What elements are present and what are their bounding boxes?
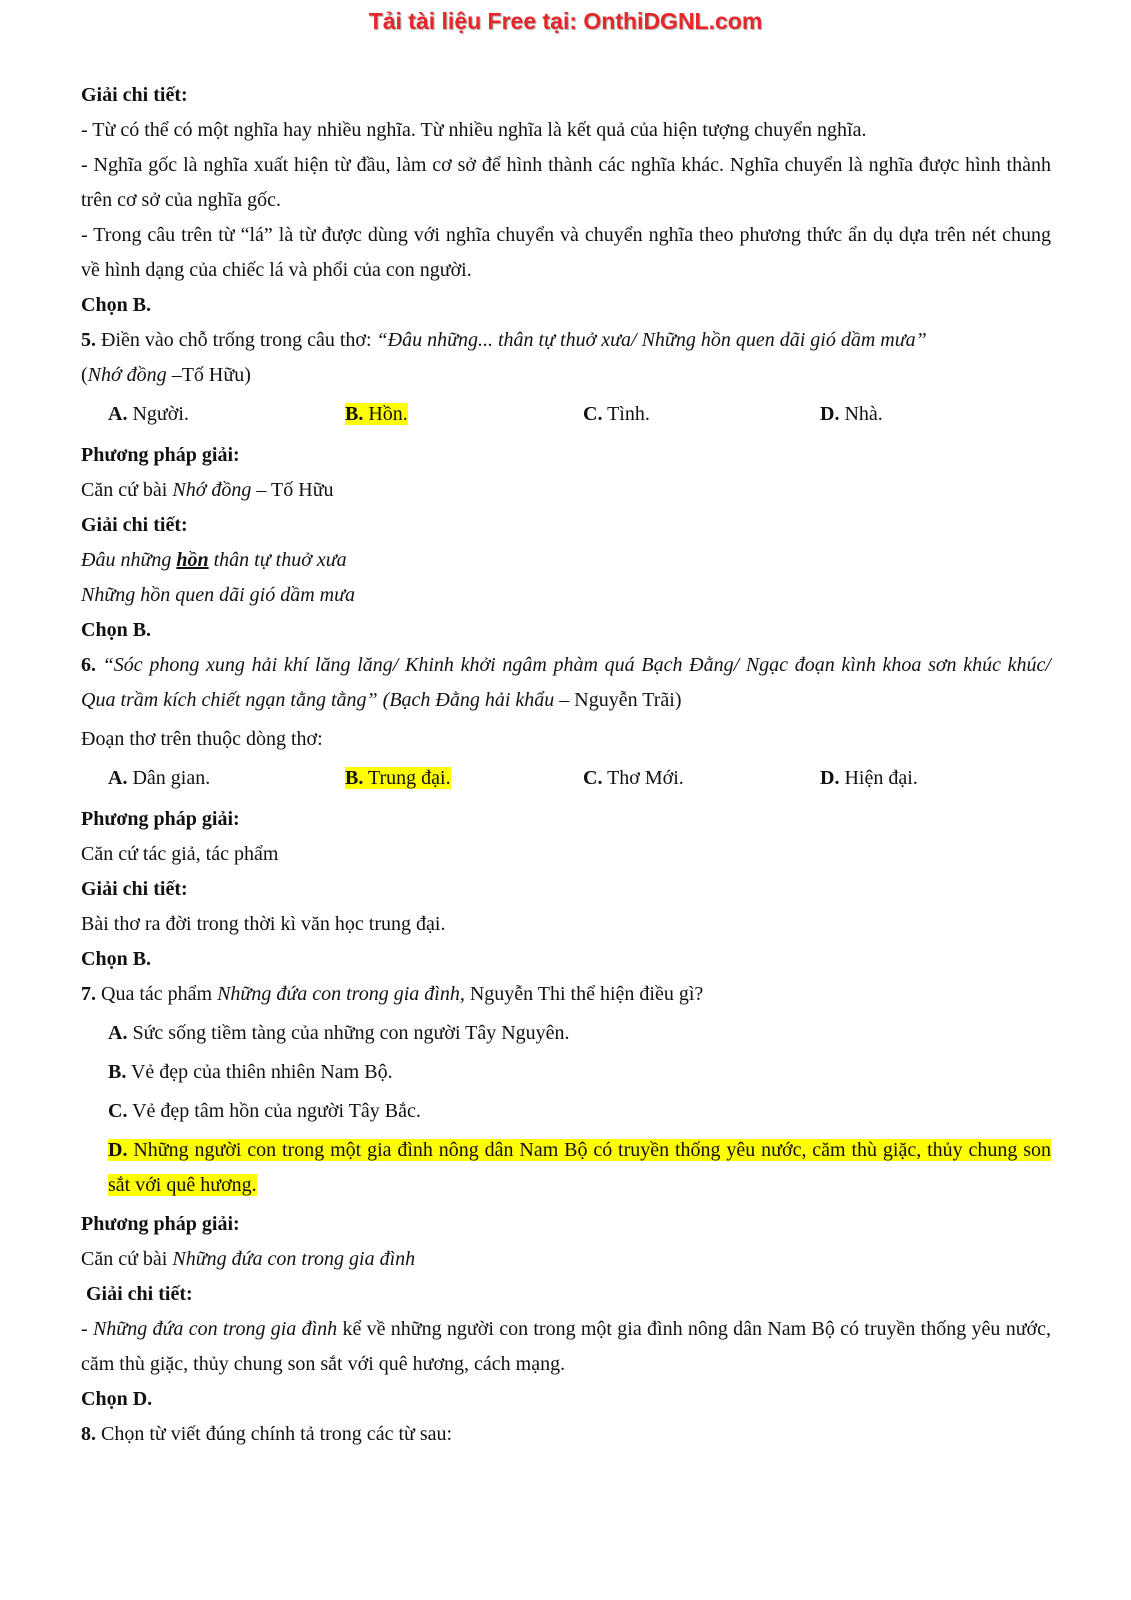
q7-question (81, 977, 1051, 1012)
option-text: Những người con trong một gia đình nông dân Nam Bộ có truyền thống yêu nước, căm thù giặc, thủy chung son sắt với quê hương. (108, 1139, 1051, 1196)
option-letter: C. (108, 1100, 128, 1122)
option-text: Dân gian. (127, 767, 211, 789)
q6-giai-text: Bài thơ ra đời trong thời kì văn học trung đại. (81, 913, 446, 935)
option-text: Nhà. (839, 403, 883, 425)
document-body (81, 78, 1051, 1452)
option-letter: D. (820, 403, 840, 425)
text: Căn cứ bài (81, 479, 173, 501)
text: Nguyễn Thi thể hiện điều gì? (464, 983, 704, 1005)
option-text: Sức sống tiềm tàng của những con người Tây Nguyên. (127, 1022, 570, 1044)
q5-ppg-label: Phương pháp giải: (81, 444, 240, 466)
q6-giai-label: Giải chi tiết: (81, 878, 188, 900)
q6-prompt: Đoạn thơ trên thuộc dòng thơ: (81, 728, 323, 750)
q6-option-a[interactable] (108, 761, 345, 796)
option-letter: A. (108, 767, 128, 789)
option-text: Vẻ đẹp tâm hồn của người Tây Bắc. (127, 1100, 421, 1122)
q6-option-b[interactable] (345, 761, 583, 796)
q5-question (81, 323, 1051, 393)
q6-src-title: Bạch Đằng hải khẩu (389, 689, 555, 711)
q4-line-1: - Từ có thể có một nghĩa hay nhiều nghĩa. Từ nhiều nghĩa là kết quả của hiện tượng chuyển nghĩa. (81, 119, 867, 141)
q8-number: 8. (81, 1423, 96, 1445)
q5-option-a[interactable] (108, 397, 345, 432)
text: - (81, 1318, 93, 1340)
q6-option-c[interactable] (583, 761, 820, 796)
q5-options (81, 397, 1051, 432)
work-title: Những đứa con trong gia đình (172, 1248, 416, 1270)
q5-number: 5. (81, 329, 96, 351)
q6-ppg-label: Phương pháp giải: (81, 808, 240, 830)
option-letter: B. (108, 1061, 127, 1083)
q6-answer: Chọn B. (81, 948, 152, 970)
option-letter: B. (345, 403, 364, 425)
option-text: Hiện đại. (839, 767, 918, 789)
q5-ppg-text (81, 473, 1051, 508)
q7-ppg-text (81, 1242, 1051, 1277)
q6-options (81, 761, 1051, 796)
option-text: Thơ Mới. (602, 767, 684, 789)
option-text: Vẻ đẹp của thiên nhiên Nam Bộ. (126, 1061, 393, 1083)
q7-giai-text (81, 1312, 1051, 1382)
q4-giai-label: Giải chi tiết: (81, 84, 188, 106)
q4-line-2: - Nghĩa gốc là nghĩa xuất hiện từ đầu, làm cơ sở để hình thành các nghĩa khác. Nghĩa chuyển là nghĩa được hình thành trên cơ sở của nghĩa gốc. (81, 154, 1051, 211)
option-letter: D. (108, 1139, 128, 1161)
text: kể về những người con trong một gia đình nông dân Nam Bộ có truyền thống yêu nước, căm thù giặc, thủy chung son sắt với quê hương, cách mạng. (81, 1318, 1051, 1375)
work-title: Nhớ đồng (172, 479, 252, 501)
text: – Tố Hữu (251, 479, 334, 501)
q6-ppg-text: Căn cứ tác giả, tác phẩm (81, 843, 279, 865)
q5-option-d[interactable] (820, 397, 883, 432)
q7-option-c[interactable] (81, 1094, 1051, 1129)
q5-src-rest: –Tố Hữu) (166, 364, 251, 386)
q7-giai-label: Giải chi tiết: (86, 1283, 193, 1305)
q5-src-open: ( (81, 364, 88, 386)
page-header[interactable]: Tải tài liệu Free tại: OnthiDGNL.com (368, 8, 763, 34)
q7-option-d[interactable] (81, 1133, 1051, 1203)
q4-answer: Chọn B. (81, 294, 152, 316)
answer-word: hồn (176, 549, 209, 571)
work-title: Những đứa con trong gia đình (92, 1318, 338, 1340)
option-letter: A. (108, 1022, 128, 1044)
q7-number: 7. (81, 983, 96, 1005)
option-text: Trung đại. (363, 767, 451, 789)
option-letter: C. (583, 403, 603, 425)
q5-option-b[interactable] (345, 397, 583, 432)
option-text: Tình. (602, 403, 650, 425)
text: Chọn từ viết đúng chính tả trong các từ sau: (96, 1423, 453, 1445)
q7-ppg-label: Phương pháp giải: (81, 1213, 240, 1235)
work-title: Những đứa con trong gia đình, (217, 983, 465, 1005)
text: Căn cứ bài (81, 1248, 173, 1270)
q5-option-c[interactable] (583, 397, 820, 432)
option-letter: B. (345, 767, 364, 789)
q5-src-title: Nhớ đồng (87, 364, 167, 386)
option-text: Hồn. (363, 403, 408, 425)
q4-line-3: - Trong câu trên từ “lá” là từ được dùng với nghĩa chuyển và chuyển nghĩa theo phương thức ẩn dụ dựa trên nét chung về hình dạng của chiếc lá và phổi của con người. (81, 224, 1051, 281)
q8-question (81, 1417, 1051, 1452)
option-letter: A. (108, 403, 128, 425)
text: thân tự thuở xưa (208, 549, 347, 571)
q6-number: 6. (81, 654, 96, 676)
q5-poem-line-1 (81, 543, 1051, 578)
text: Qua tác phẩm (96, 983, 218, 1005)
q6-quote: “Sóc phong xung hải khí lăng lăng/ Khinh khởi ngâm phàm quá Bạch Đằng/ Ngạc đoạn kình khoa sơn khúc khúc/ Qua trầm kích chiết ngạn tằng tằng” ( (81, 654, 1051, 711)
q5-poem-line-2: Những hồn quen dãi gió dầm mưa (81, 584, 356, 606)
q7-answer: Chọn D. (81, 1388, 153, 1410)
option-letter: D. (820, 767, 840, 789)
q5-text: Điền vào chỗ trống trong câu thơ: (96, 329, 377, 351)
q7-option-a[interactable] (81, 1016, 1051, 1051)
option-text: Người. (127, 403, 189, 425)
q6-option-d[interactable] (820, 761, 918, 796)
q7-option-b[interactable] (81, 1055, 1051, 1090)
q6-src-rest: – Nguyễn Trãi) (554, 689, 682, 711)
option-letter: C. (583, 767, 603, 789)
q5-quote: “Đâu những... thân tự thuở xưa/ Những hồn quen dãi gió dầm mưa” (376, 329, 927, 351)
q5-giai-label: Giải chi tiết: (81, 514, 188, 536)
q5-answer: Chọn B. (81, 619, 152, 641)
q6-question (81, 648, 1051, 718)
text: Đâu những (81, 549, 177, 571)
